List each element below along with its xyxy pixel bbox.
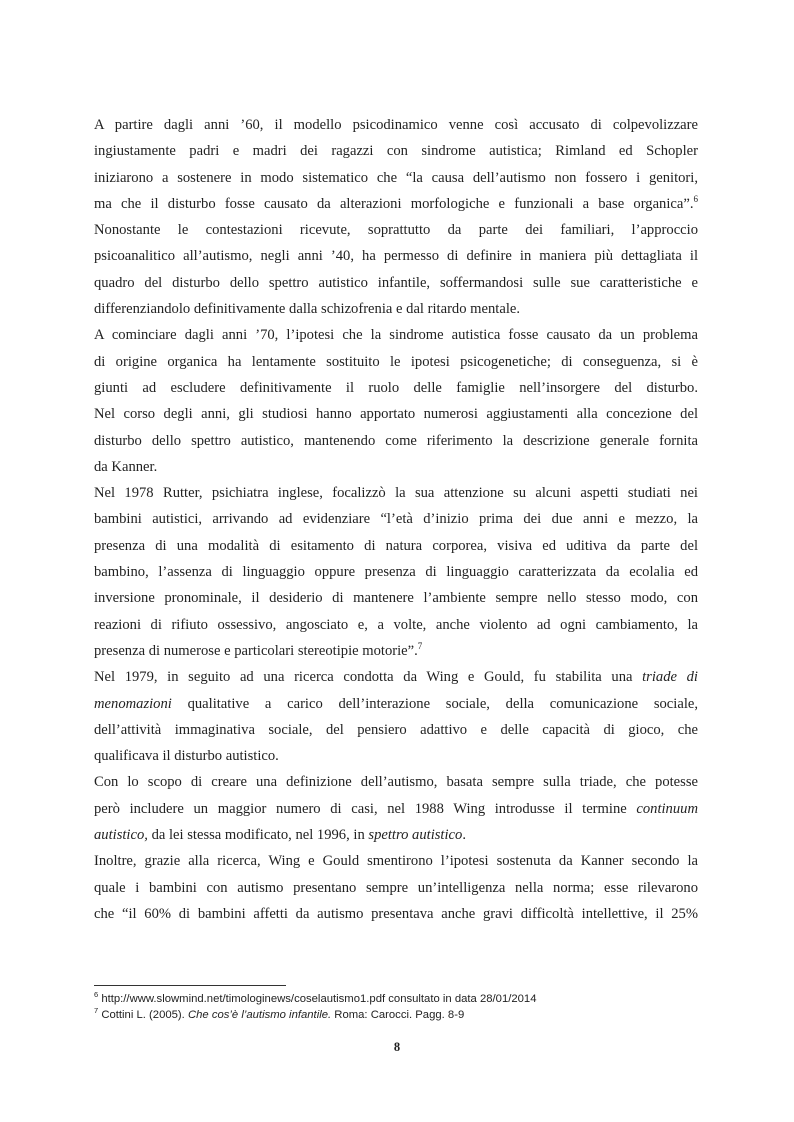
paragraph: [94, 480, 698, 664]
text-line: bambini autistici, arrivando ad evidenziare “l’età d’inizio prima dei due anni e mezzo, la: [94, 511, 698, 528]
text-line: A partire dagli anni ’60, il modello psicodinamico venne così accusato di colpevolizzare: [94, 117, 698, 133]
paragraph: [94, 664, 698, 769]
paragraph: [94, 322, 698, 480]
text-line: da Kanner.: [94, 458, 158, 475]
text-run: Nel 1979, in seguito ad una ricerca condotta da Wing e Gould, fu stabilita una: [94, 669, 643, 686]
emphasis: triade di: [642, 669, 698, 686]
footnote-title: Che cos’è l’autismo infantile.: [187, 1008, 332, 1021]
text-line: reazioni di rifiuto ossessivo, angosciato e, a volte, anche violento ad ogni cambiamento, la: [94, 616, 698, 633]
text-line: A cominciare dagli anni ’70, l’ipotesi che la sindrome autistica fosse causato da un problema: [94, 327, 698, 344]
text-line: di origine organica ha lentamente sostituito le ipotesi psicogenetiche; di conseguenza, si è: [94, 353, 698, 370]
paragraph: [94, 769, 698, 848]
text-line: [94, 638, 698, 664]
text-line: quale i bambini con autismo presentano sempre un’intelligenza nella norma; esse rilevarono: [94, 879, 698, 896]
text-line: iniziarono a sostenere in modo sistematico che “la causa dell’autismo non fossero i genitori,: [94, 169, 698, 186]
text-line: [94, 664, 698, 690]
text-line: qualificava il disturbo autistico.: [94, 748, 279, 765]
text-line: che “il 60% di bambini affetti da autismo presentava anche gravi difficoltà intellettive, il 25%: [94, 905, 698, 922]
footnote-number: 6: [94, 990, 99, 1000]
page-number: 8: [393, 1040, 401, 1054]
footnote-ref: 6: [693, 194, 698, 205]
text-line: Nel corso degli anni, gli studiosi hanno apportato numerosi aggiustamenti alla concezione del: [94, 406, 698, 423]
text-line: [94, 822, 698, 848]
text-line: Inoltre, grazie alla ricerca, Wing e Gould smentirono l’ipotesi sostenuta da Kanner secondo la: [94, 853, 698, 870]
footnote-text: Roma: Carocci. Pagg. 8-9: [331, 1008, 465, 1021]
text-line: [94, 691, 698, 717]
emphasis: menomazioni: [94, 695, 172, 712]
footnote-separator: [94, 985, 286, 986]
text-line: quadro del disturbo dello spettro autistico infantile, soffermandosi sulle sue caratteristiche e: [94, 274, 698, 291]
text-line: inversione pronominale, il desiderio di mantenere l’ambiente sempre nello stesso modo, con: [94, 590, 698, 607]
text-line: Nel 1978 Rutter, psichiatra inglese, focalizzò la sua attenzione su alcuni aspetti studiati nei: [94, 485, 698, 502]
text-run: però includere un maggior numero di casi, nel 1988 Wing introdusse il termine: [94, 800, 637, 817]
text-run: presenza di numerose e particolari stereotipie motorie”.: [94, 642, 418, 659]
emphasis: autistico,: [94, 827, 148, 844]
text-line: presenza di una modalità di esitamento di natura corporea, visiva ed uditiva da parte del: [94, 537, 698, 554]
emphasis: spettro autistico: [368, 827, 463, 844]
text-line: Con lo scopo di creare una definizione dell’autismo, basata sempre sulla triade, che potesse: [94, 774, 698, 791]
text-line: [94, 796, 698, 822]
footnote-text: Cottini L. (2005).: [101, 1008, 188, 1021]
footnotes: [94, 992, 698, 1023]
text-run: qualitative a carico dell’interazione sociale, della comunicazione sociale,: [171, 695, 698, 712]
text-line: disturbo dello spettro autistico, mantenendo come riferimento la descrizione generale fornita: [94, 432, 698, 449]
footnote: [94, 1005, 698, 1024]
footnote: [94, 992, 698, 1008]
footnote-number: 7: [94, 1005, 99, 1015]
text-line: [94, 191, 698, 217]
footnote-ref: 7: [417, 641, 423, 652]
text-line: psicoanalitico all’autismo, negli anni ’40, ha permesso di definire in maniera più dettagliata il: [94, 248, 698, 265]
footnote-text[interactable]: http://www.slowmind.net/timologinews/coselautismo1.pdf consultato in data 28/01/2014: [101, 993, 537, 1005]
text-line: bambino, l’assenza di linguaggio oppure presenza di linguaggio caratterizzata da ecolalia ed: [94, 564, 698, 581]
paragraph: [94, 112, 698, 322]
text-line: differenziandolo definitivamente dalla schizofrenia e dal ritardo mentale.: [94, 301, 521, 318]
text-line: dell’attività immaginativa sociale, del pensiero adattivo e delle capacità di gioco, che: [94, 721, 698, 738]
text-line: giunti ad escludere definitivamente il ruolo delle famiglie nell’insorgere del disturbo.: [94, 379, 698, 396]
paragraph: [94, 848, 698, 927]
text-run: da lei stessa modificato, nel 1996, in: [147, 827, 369, 844]
body-text: [94, 112, 698, 927]
emphasis: continuum: [636, 800, 698, 817]
text-run: .: [462, 827, 466, 844]
text-line: Nonostante le contestazioni ricevute, soprattutto da parte dei familiari, l’approccio: [94, 222, 698, 239]
text-line: ingiustamente padri e madri dei ragazzi con sindrome autistica; Rimland ed Schopler: [94, 143, 698, 160]
text-run: ma che il disturbo fosse causato da alterazioni morfologiche e funzionali a base organica”.: [94, 195, 694, 212]
